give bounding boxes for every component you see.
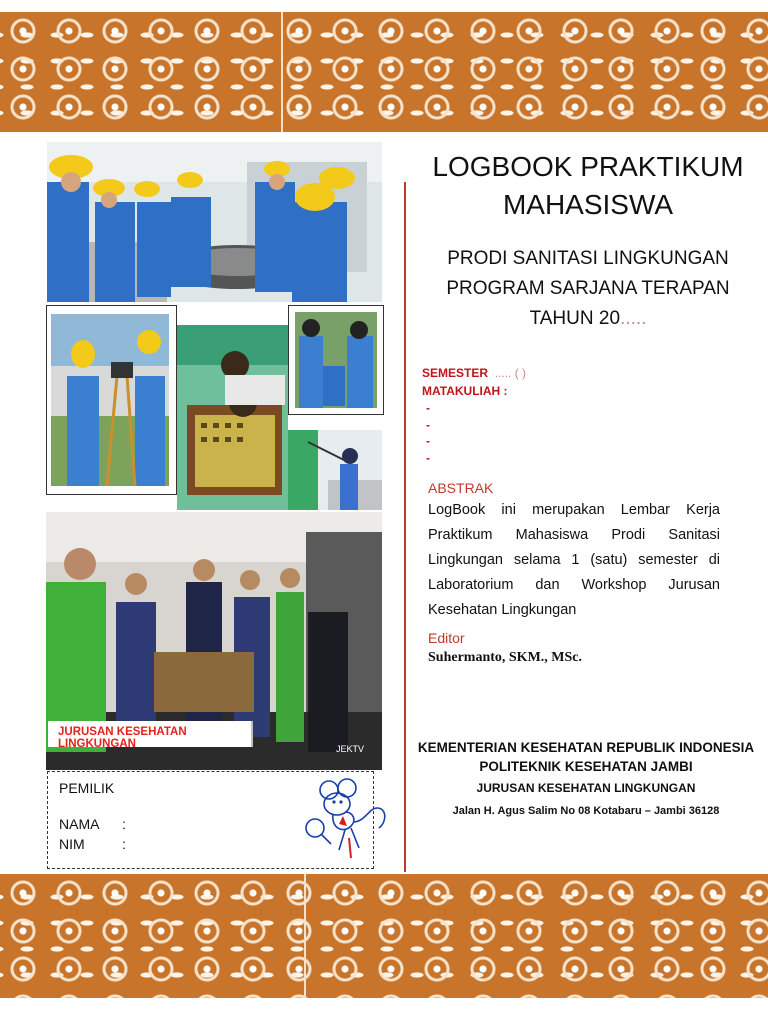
year-label: TAHUN 20 (529, 308, 621, 329)
abstrak-body: LogBook ini merupakan Lembar Kerja Praktikum Mahasiswa Prodi Sanitasi Lingkungan selama 1 (satu) semester di Laboratorium dan Workshop Jurusan Kesehatan Lingkungan (428, 502, 720, 618)
nama-label: NAMA (59, 816, 100, 832)
title-line-1: LOGBOOK PRAKTIKUM (432, 151, 744, 182)
vertical-divider (404, 182, 406, 872)
owner-heading: PEMILIK (59, 780, 115, 796)
subtitle-line-2: PROGRAM SARJANA TERAPAN (446, 278, 730, 299)
photo-banner-text: JURUSAN KESEHATAN LINGKUNGAN (58, 726, 187, 750)
photo-lab-students-hardhats (47, 142, 382, 302)
mouse-magnifier-icon (303, 778, 399, 864)
institution-department: JURUSAN KESEHATAN LINGKUNGAN (476, 781, 696, 795)
matakuliah-item: - (426, 434, 430, 448)
batik-border-top (0, 12, 768, 132)
page-title (410, 148, 766, 224)
subtitle-line-1: PRODI SANITASI LINGKUNGAN (447, 248, 729, 269)
editor-heading: Editor (428, 630, 465, 646)
photo-survey-theodolite (46, 305, 177, 495)
subtitle-year (410, 304, 766, 334)
nim-colon: : (122, 836, 126, 852)
institution-school: POLITEKNIK KESEHATAN JAMBI (479, 759, 693, 774)
semester-value: ..... ( ) (494, 366, 527, 380)
course-meta (422, 364, 526, 466)
institution-address: Jalan H. Agus Salim No 08 Kotabaru – Jambi 36128 (452, 805, 720, 817)
page-subtitle (410, 244, 766, 334)
institution-ministry: KEMENTERIAN KESEHATAN REPUBLIK INDONESIA (417, 740, 755, 755)
matakuliah-item: - (426, 417, 430, 432)
abstrak-heading: ABSTRAK (428, 480, 494, 496)
photo-banner (48, 721, 253, 750)
batik-border-bottom (0, 874, 768, 998)
title-line-2: MAHASISWA (502, 189, 674, 220)
nim-label: NIM (59, 836, 85, 852)
photo-student-outdoor (288, 430, 382, 510)
owner-box (47, 771, 374, 869)
editor-name: Suhermanto, SKM., MSc. (428, 650, 582, 665)
photo-watermark: JEKTV (335, 744, 364, 754)
photo-insect-specimen-box (177, 325, 288, 510)
matakuliah-item: - (426, 450, 430, 465)
year-dots: ..... (620, 308, 647, 329)
photo-students-water-tank (288, 305, 384, 415)
matakuliah-label: MATAKULIAH : (422, 384, 508, 398)
nama-colon: : (122, 816, 126, 832)
matakuliah-item: - (426, 401, 430, 415)
semester-label: SEMESTER (422, 366, 489, 380)
